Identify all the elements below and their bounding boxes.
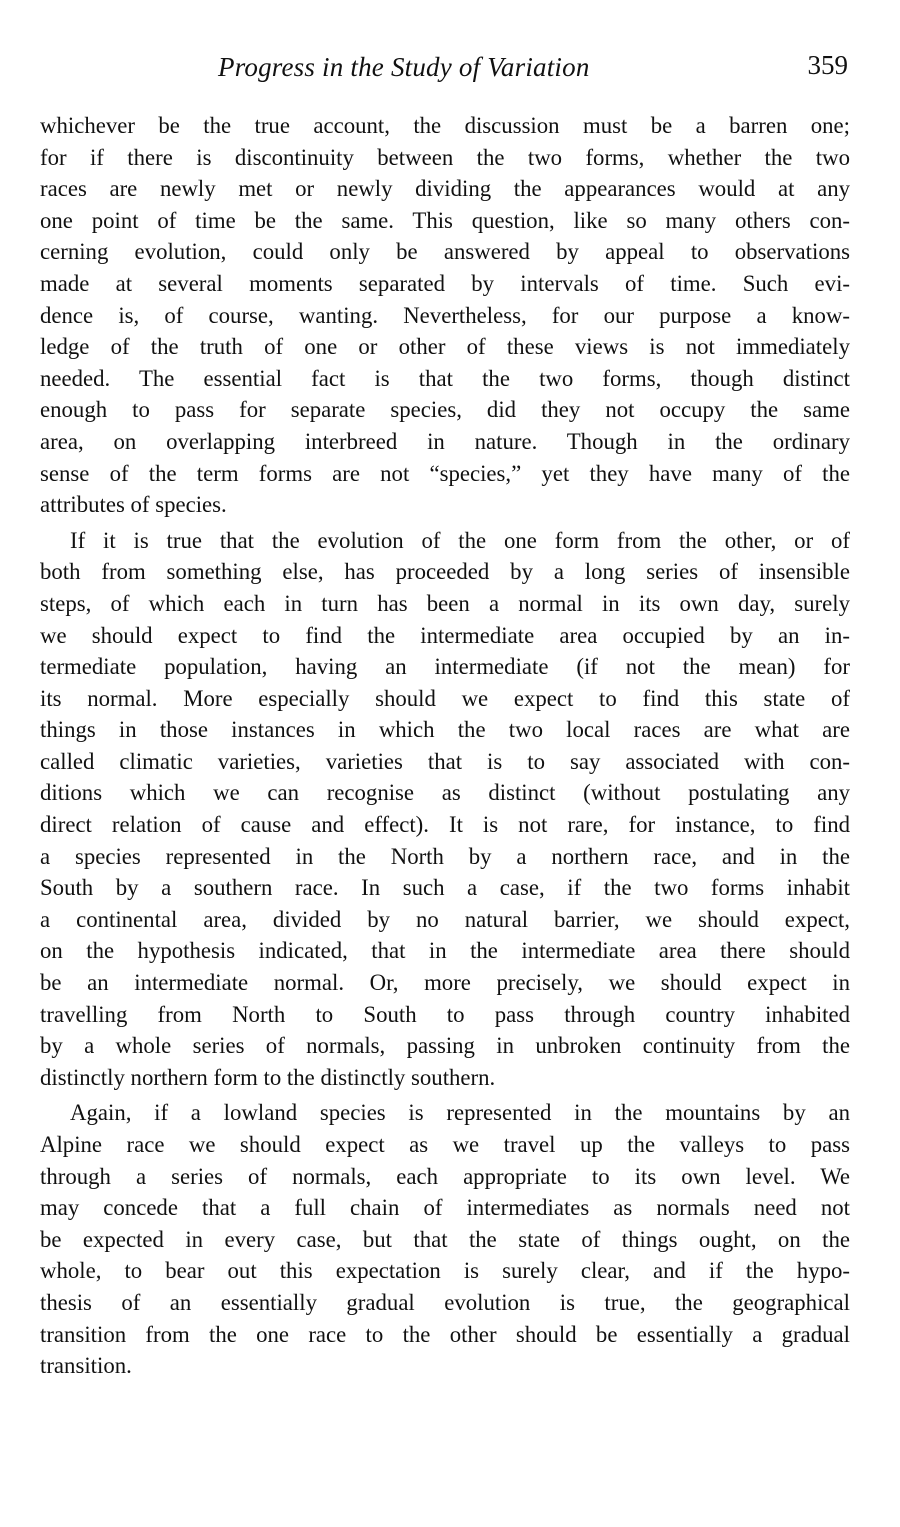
text-line: transition.	[40, 1353, 132, 1379]
text-line: Alpine race we should expect as we travel up the valleys to pass	[40, 1132, 850, 1157]
text-line: ledge of the truth of one or other of these views is not immediately	[40, 334, 850, 360]
text-line: dence is, of course, wanting. Nevertheless, for our purpose a know-	[40, 302, 850, 328]
text-line: direct relation of cause and effect). It is not rare, for instance, to find	[40, 812, 850, 838]
running-head	[40, 50, 852, 90]
text-line: on the hypothesis indicated, that in the intermediate area there should	[40, 938, 850, 964]
text-line: be an intermediate normal. Or, more precisely, we should expect in	[40, 970, 850, 996]
text-line: South by a southern race. In such a case, if the two forms inhabit	[40, 875, 850, 901]
text-line: its normal. More especially should we expect to find this state of	[40, 685, 850, 711]
body-text	[40, 110, 850, 1382]
text-line: things in those instances in which the two local races are what are	[40, 717, 850, 743]
text-line: for if there is discontinuity between the two forms, whether the two	[40, 144, 850, 170]
text-line: termediate population, having an intermediate (if not the mean) for	[40, 654, 850, 680]
text-line: called climatic varieties, varieties that is to say associated with con-	[40, 748, 850, 774]
text-line: sense of the term forms are not “species,” yet they have many of the	[40, 460, 850, 486]
text-line: cerning evolution, could only be answered by appeal to observations	[40, 239, 850, 265]
text-line: be expected in every case, but that the state of things ought, on the	[40, 1226, 850, 1252]
text-line: a continental area, divided by no natural barrier, we should expect,	[40, 906, 850, 932]
paragraph	[40, 525, 850, 1094]
text-line: through a series of normals, each appropriate to its own level. We	[40, 1163, 850, 1189]
text-line: one point of time be the same. This question, like so many others con-	[40, 207, 850, 233]
text-line: whole, to bear out this expectation is surely clear, and if the hypo-	[40, 1258, 850, 1284]
text-line: made at several moments separated by intervals of time. Such evi-	[40, 270, 850, 296]
text-line: Again, if a lowland species is represented in the mountains by an	[70, 1100, 850, 1126]
paragraph	[40, 1097, 850, 1381]
text-line: steps, of which each in turn has been a normal in its own day, surely	[40, 590, 850, 616]
text-line: If it is true that the evolution of the one form from the other, or of	[70, 527, 850, 553]
text-line: ditions which we can recognise as distinct (without postulating any	[40, 780, 850, 806]
page-number: 359	[807, 50, 848, 80]
text-line: a species represented in the North by a northern race, and in the	[40, 843, 850, 869]
text-line: transition from the one race to the other should be essentially a gradual	[40, 1321, 850, 1347]
running-title: Progress in the Study of Variation	[218, 52, 590, 82]
text-line: races are newly met or newly dividing the appearances would at any	[40, 176, 850, 202]
text-line: area, on overlapping interbreed in nature. Though in the ordinary	[40, 428, 850, 454]
text-line: needed. The essential fact is that the two forms, though distinct	[40, 365, 850, 391]
text-line: both from something else, has proceeded by a long series of insensible	[40, 559, 850, 585]
text-line: thesis of an essentially gradual evolution is true, the geographical	[40, 1289, 850, 1315]
text-line: by a whole series of normals, passing in unbroken continuity from the	[40, 1033, 850, 1059]
text-line: we should expect to find the intermediate area occupied by an in-	[40, 622, 850, 648]
text-line: may concede that a full chain of intermediates as normals need not	[40, 1195, 850, 1221]
text-line: distinctly northern form to the distinctly southern.	[40, 1064, 496, 1090]
text-line: travelling from North to South to pass through country inhabited	[40, 1001, 850, 1027]
text-line: whichever be the true account, the discussion must be a barren one;	[40, 113, 850, 138]
paragraph	[40, 110, 850, 521]
text-line: attributes of species.	[40, 492, 227, 518]
text-line: enough to pass for separate species, did they not occupy the same	[40, 397, 850, 423]
